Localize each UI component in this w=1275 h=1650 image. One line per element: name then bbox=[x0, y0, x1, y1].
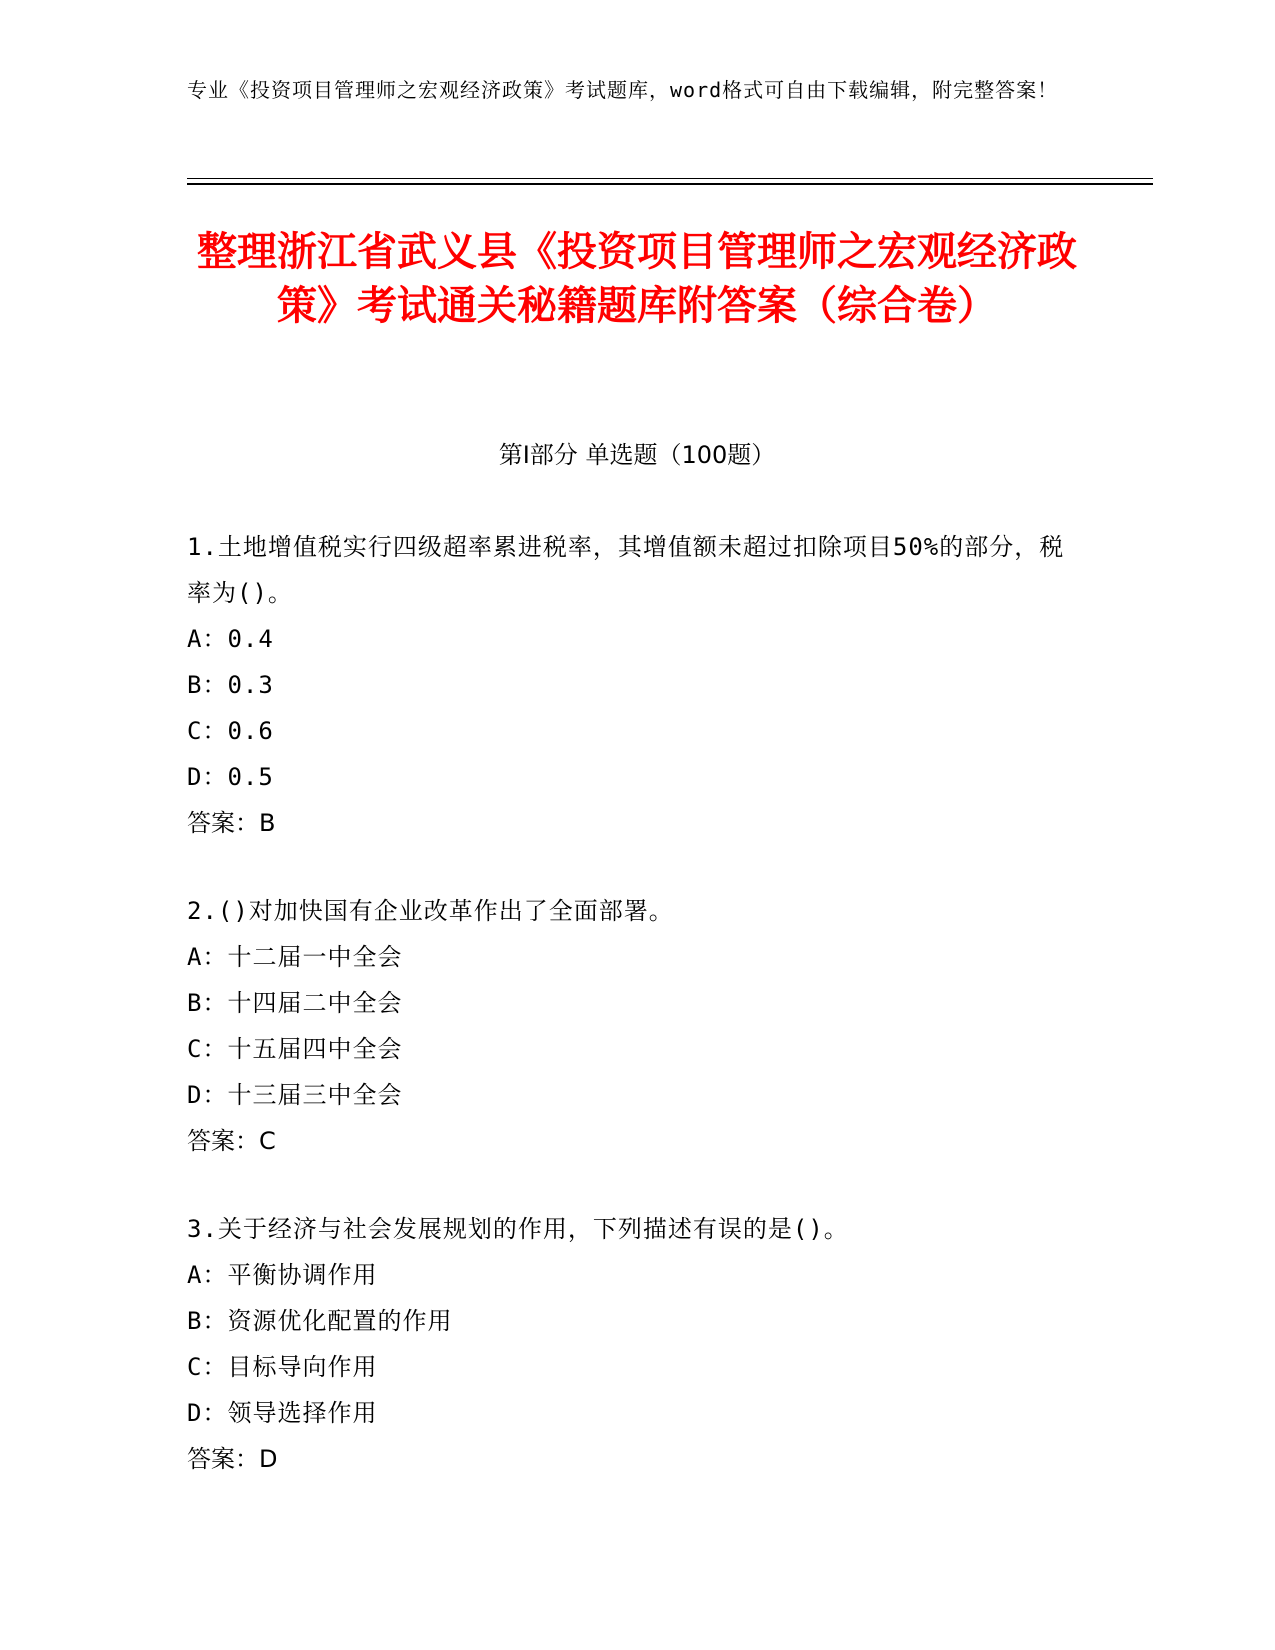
option-a: A：平衡协调作用 bbox=[187, 1261, 378, 1289]
option-a: A：0.4 bbox=[187, 625, 274, 653]
option-d: D：十三届三中全会 bbox=[187, 1081, 403, 1109]
header-divider-thick bbox=[187, 183, 1153, 185]
answer: 答案：C bbox=[187, 1127, 276, 1155]
option-d: D：领导选择作用 bbox=[187, 1399, 378, 1427]
option-b: B：十四届二中全会 bbox=[187, 989, 403, 1017]
section-title: 第I部分 单选题（100题） bbox=[498, 441, 776, 469]
option-b: B：资源优化配置的作用 bbox=[187, 1307, 453, 1335]
question-stem: 2.()对加快国有企业改革作出了全面部署。 bbox=[187, 897, 674, 925]
question-stem: 3.关于经济与社会发展规划的作用，下列描述有误的是()。 bbox=[187, 1215, 849, 1243]
answer: 答案：D bbox=[187, 1445, 278, 1473]
option-c: C：十五届四中全会 bbox=[187, 1035, 403, 1063]
option-d: D：0.5 bbox=[187, 763, 274, 791]
option-c: C：0.6 bbox=[187, 717, 274, 745]
option-b: B：0.3 bbox=[187, 671, 274, 699]
question-1 bbox=[187, 524, 1087, 846]
question-stem: 1.土地增值税实行四级超率累进税率，其增值额未超过扣除项目50%的部分，税率为()。 bbox=[187, 533, 1065, 607]
header-divider-thin bbox=[187, 178, 1153, 179]
document-title: 整理浙江省武义县《投资项目管理师之宏观经济政策》考试通关秘籍题库附答案（综合卷） bbox=[197, 229, 1077, 329]
option-c: C：目标导向作用 bbox=[187, 1353, 378, 1381]
question-3 bbox=[187, 1206, 1087, 1482]
option-a: A：十二届一中全会 bbox=[187, 943, 403, 971]
question-2 bbox=[187, 888, 1087, 1164]
answer: 答案：B bbox=[187, 809, 276, 837]
header-note: 专业《投资项目管理师之宏观经济政策》考试题库，word格式可自由下载编辑，附完整答案！ bbox=[187, 78, 1059, 102]
